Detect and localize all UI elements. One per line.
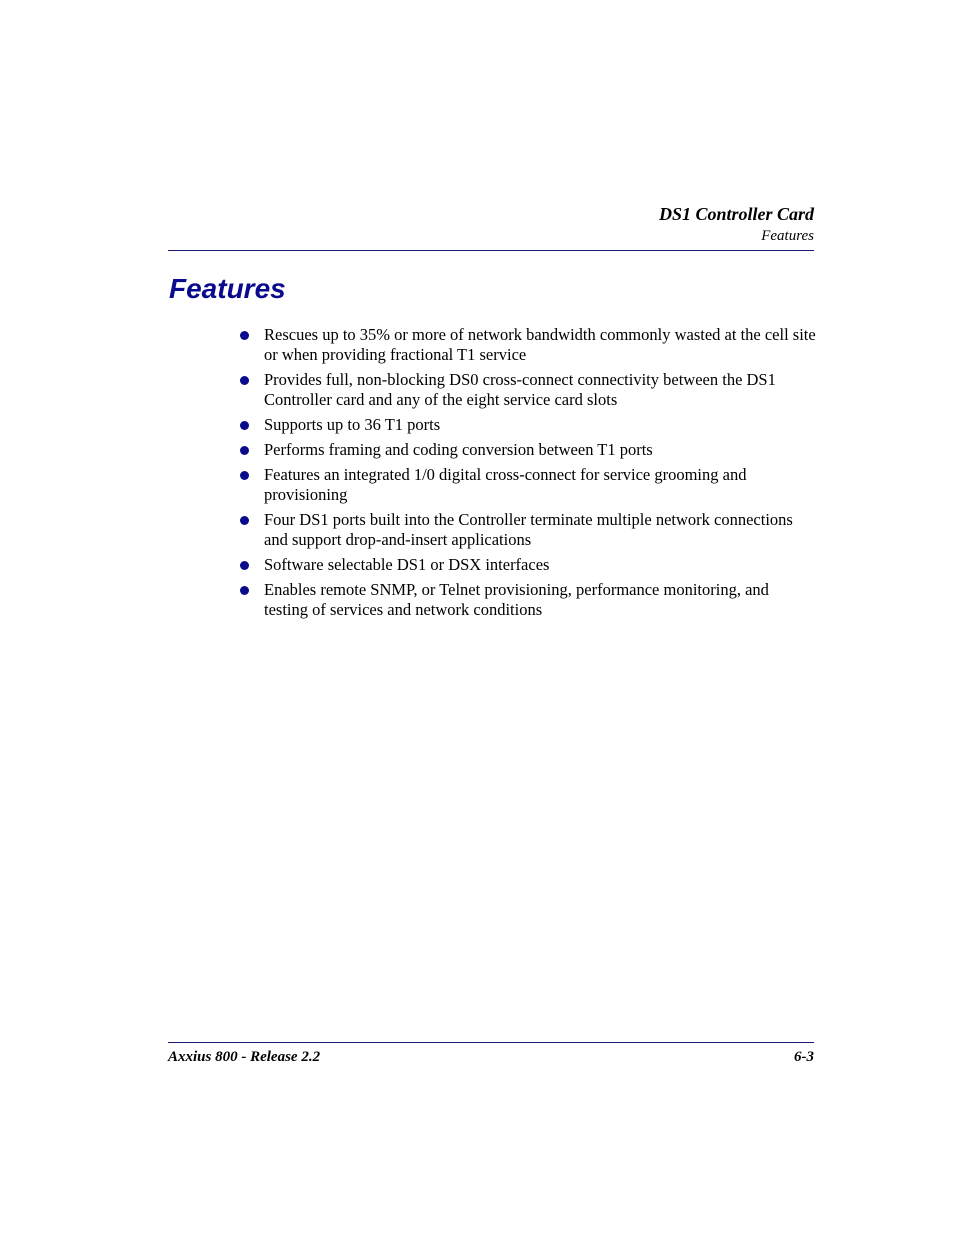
- list-item: [236, 580, 816, 620]
- list-item: [236, 555, 816, 575]
- list-item: [236, 370, 816, 410]
- list-item: [236, 325, 816, 365]
- bullet-icon: [240, 586, 249, 595]
- page-title: Features: [169, 273, 286, 304]
- page-number: 6-3: [794, 1049, 814, 1065]
- footer-product-release: Axxius 800 - Release 2.2: [168, 1049, 321, 1065]
- list-item-text: Software selectable DS1 or DSX interfaces: [264, 555, 550, 574]
- bullet-icon: [240, 446, 249, 455]
- bullet-icon: [240, 561, 249, 570]
- header-chapter-title: DS1 Controller Card: [658, 204, 814, 224]
- list-item-text: Supports up to 36 T1 ports: [264, 415, 441, 434]
- list-item-text: Provides full, non-blocking DS0 cross-connect connectivity between the DS1 Controller card and any of the eight service card slots: [264, 370, 776, 409]
- list-item-text: Performs framing and coding conversion between T1 ports: [264, 440, 653, 459]
- bullet-icon: [240, 471, 249, 480]
- list-item: [236, 440, 816, 460]
- list-item-text: Features an integrated 1/0 digital cross-connect for service grooming and provisioning: [264, 465, 747, 504]
- bullet-icon: [240, 516, 249, 525]
- bullet-icon: [240, 421, 249, 430]
- list-item: [236, 510, 816, 550]
- list-item-text: Enables remote SNMP, or Telnet provisioning, performance monitoring, and testing of services and network conditions: [264, 580, 769, 619]
- feature-list: [236, 325, 816, 625]
- list-item-text: Four DS1 ports built into the Controller terminate multiple network connections and support drop-and-insert applications: [264, 510, 793, 549]
- footer-divider: [168, 1042, 814, 1043]
- list-item: [236, 465, 816, 505]
- list-item-text: Rescues up to 35% or more of network bandwidth commonly wasted at the cell site or when providing fractional T1 service: [264, 325, 816, 364]
- bullet-icon: [240, 331, 249, 340]
- page-footer: [168, 1047, 814, 1067]
- bullet-icon: [240, 376, 249, 385]
- header-divider: [168, 250, 814, 251]
- running-header: [168, 202, 814, 245]
- header-section-title: Features: [761, 228, 814, 244]
- list-item: [236, 415, 816, 435]
